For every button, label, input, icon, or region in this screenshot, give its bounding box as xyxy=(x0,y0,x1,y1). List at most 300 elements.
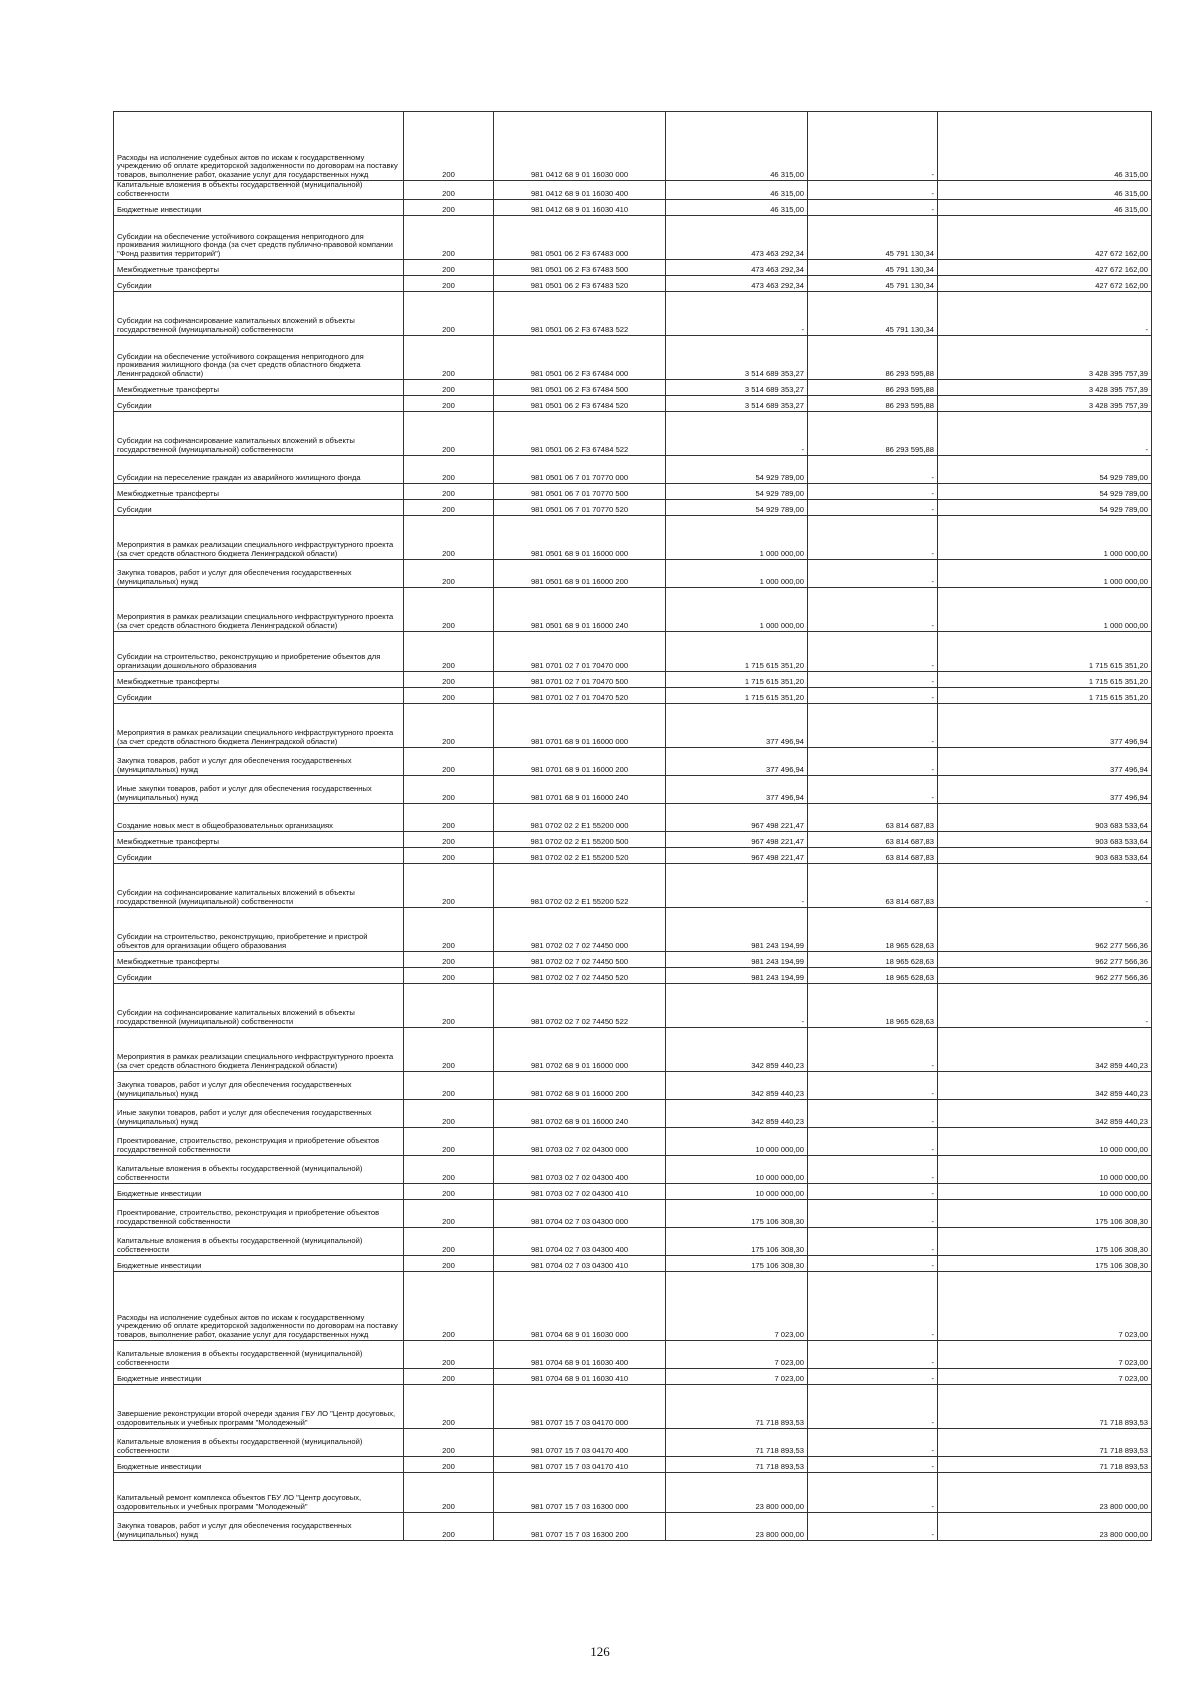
row-other: 1 715 615 351,20 xyxy=(938,688,1152,704)
row-name: Иные закупки товаров, работ и услуг для обеспечения государственных (муниципальных) нужд xyxy=(114,1100,404,1128)
row-code: 981 0701 68 9 01 16000 200 xyxy=(494,748,666,776)
row-name: Мероприятия в рамках реализации специального инфраструктурного проекта (за счет средств областного бюджета Ленинградской области) xyxy=(114,704,404,748)
row-total: 473 463 292,34 xyxy=(666,216,808,260)
row-admin: 200 xyxy=(404,1369,494,1385)
row-name: Закупка товаров, работ и услуг для обеспечения государственных (муниципальных) нужд xyxy=(114,1513,404,1541)
row-other: 427 672 162,00 xyxy=(938,216,1152,260)
row-code: 981 0702 02 2 E1 55200 500 xyxy=(494,832,666,848)
row-name: Субсидии xyxy=(114,276,404,292)
row-name: Межбюджетные трансферты xyxy=(114,380,404,396)
row-code: 981 0501 68 9 01 16000 200 xyxy=(494,560,666,588)
row-code: 981 0701 02 7 01 70470 000 xyxy=(494,632,666,672)
row-federal: - xyxy=(808,1156,938,1184)
row-name: Капитальные вложения в объекты государственной (муниципальной) собственности xyxy=(114,1156,404,1184)
row-name: Капитальный ремонт комплекса объектов ГБУ ЛО "Центр досуговых, оздоровительных и учебных программ "Молодежный" xyxy=(114,1473,404,1513)
row-code: 981 0702 02 2 E1 55200 522 xyxy=(494,864,666,908)
row-name: Расходы на исполнение судебных актов по искам к государственному учреждению об оплате кредиторской задолженности по договорам на поставку товаров, выполнение работ, оказание услуг для государственных нужд xyxy=(114,112,404,181)
row-code: 981 0501 68 9 01 16000 000 xyxy=(494,516,666,560)
table-row xyxy=(114,776,1152,804)
row-total: 342 859 440,23 xyxy=(666,1100,808,1128)
row-admin: 200 xyxy=(404,276,494,292)
table-row xyxy=(114,748,1152,776)
row-federal: - xyxy=(808,1385,938,1429)
row-federal: - xyxy=(808,1028,938,1072)
table-row xyxy=(114,216,1152,260)
row-name: Закупка товаров, работ и услуг для обеспечения государственных (муниципальных) нужд xyxy=(114,748,404,776)
row-federal: - xyxy=(808,688,938,704)
row-admin: 200 xyxy=(404,1341,494,1369)
row-other: 962 277 566,36 xyxy=(938,968,1152,984)
row-name: Капитальные вложения в объекты государственной (муниципальной) собственности xyxy=(114,1341,404,1369)
table-row xyxy=(114,1457,1152,1473)
row-federal: 86 293 595,88 xyxy=(808,336,938,380)
row-other: 903 683 533,64 xyxy=(938,832,1152,848)
row-other: 175 106 308,30 xyxy=(938,1228,1152,1256)
row-other: - xyxy=(938,984,1152,1028)
row-name: Капитальные вложения в объекты государственной (муниципальной) собственности xyxy=(114,1429,404,1457)
row-name: Расходы на исполнение судебных актов по искам к государственному учреждению об оплате кредиторской задолженности по договорам на поставку товаров, выполнение работ, оказание услуг для государственных нужд xyxy=(114,1272,404,1341)
row-federal: 86 293 595,88 xyxy=(808,396,938,412)
row-admin: 200 xyxy=(404,292,494,336)
row-name: Субсидии xyxy=(114,968,404,984)
row-name: Бюджетные инвестиции xyxy=(114,1256,404,1272)
row-other: 3 428 395 757,39 xyxy=(938,380,1152,396)
row-other: 377 496,94 xyxy=(938,776,1152,804)
row-code: 981 0412 68 9 01 16030 400 xyxy=(494,181,666,200)
row-total: 23 800 000,00 xyxy=(666,1513,808,1541)
row-other: 71 718 893,53 xyxy=(938,1385,1152,1429)
table-row xyxy=(114,260,1152,276)
row-total: 175 106 308,30 xyxy=(666,1256,808,1272)
row-name: Закупка товаров, работ и услуг для обеспечения государственных (муниципальных) нужд xyxy=(114,560,404,588)
table-row xyxy=(114,1228,1152,1256)
row-name: Субсидии на обеспечение устойчивого сокращения непригодного для проживания жилищного фонда (за счет средств публично-правовой компании "Фонд развития территорий") xyxy=(114,216,404,260)
row-federal: - xyxy=(808,748,938,776)
row-admin: 200 xyxy=(404,704,494,748)
row-total: 71 718 893,53 xyxy=(666,1385,808,1429)
row-total: - xyxy=(666,864,808,908)
row-admin: 200 xyxy=(404,1473,494,1513)
row-total: 377 496,94 xyxy=(666,704,808,748)
row-name: Создание новых мест в общеобразовательных организациях xyxy=(114,804,404,832)
row-admin: 200 xyxy=(404,984,494,1028)
row-admin: 200 xyxy=(404,1200,494,1228)
row-total: 473 463 292,34 xyxy=(666,260,808,276)
row-other: 342 859 440,23 xyxy=(938,1100,1152,1128)
row-code: 981 0707 15 7 03 16300 200 xyxy=(494,1513,666,1541)
table-row xyxy=(114,968,1152,984)
row-other: 1 715 615 351,20 xyxy=(938,672,1152,688)
row-total: 71 718 893,53 xyxy=(666,1457,808,1473)
row-other: 3 428 395 757,39 xyxy=(938,336,1152,380)
row-other: - xyxy=(938,864,1152,908)
table-row xyxy=(114,952,1152,968)
row-code: 981 0501 06 2 F3 67484 500 xyxy=(494,380,666,396)
table-row xyxy=(114,704,1152,748)
table-row xyxy=(114,1200,1152,1228)
row-admin: 200 xyxy=(404,500,494,516)
row-code: 981 0707 15 7 03 04170 400 xyxy=(494,1429,666,1457)
table-row xyxy=(114,1184,1152,1200)
row-other: 175 106 308,30 xyxy=(938,1200,1152,1228)
table-row xyxy=(114,832,1152,848)
row-name: Межбюджетные трансферты xyxy=(114,484,404,500)
table-row xyxy=(114,1100,1152,1128)
row-name: Капитальные вложения в объекты государственной (муниципальной) собственности xyxy=(114,1228,404,1256)
row-total: 967 498 221,47 xyxy=(666,848,808,864)
table-row xyxy=(114,181,1152,200)
row-federal: 18 965 628,63 xyxy=(808,908,938,952)
row-federal: 18 965 628,63 xyxy=(808,952,938,968)
row-admin: 200 xyxy=(404,1256,494,1272)
row-federal: - xyxy=(808,1228,938,1256)
table-row xyxy=(114,1513,1152,1541)
row-other: 71 718 893,53 xyxy=(938,1429,1152,1457)
row-other: 7 023,00 xyxy=(938,1369,1152,1385)
row-code: 981 0707 15 7 03 16300 000 xyxy=(494,1473,666,1513)
row-other: 342 859 440,23 xyxy=(938,1072,1152,1100)
row-code: 981 0702 68 9 01 16000 240 xyxy=(494,1100,666,1128)
row-admin: 200 xyxy=(404,456,494,484)
row-other: 962 277 566,36 xyxy=(938,952,1152,968)
row-name: Субсидии на софинансирование капитальных вложений в объекты государственной (муниципальной) собственности xyxy=(114,984,404,1028)
row-name: Иные закупки товаров, работ и услуг для обеспечения государственных (муниципальных) нужд xyxy=(114,776,404,804)
row-code: 981 0703 02 7 02 04300 410 xyxy=(494,1184,666,1200)
row-federal: - xyxy=(808,588,938,632)
row-admin: 200 xyxy=(404,832,494,848)
table-row xyxy=(114,560,1152,588)
table-row xyxy=(114,292,1152,336)
row-total: 7 023,00 xyxy=(666,1272,808,1341)
row-federal: 45 791 130,34 xyxy=(808,216,938,260)
row-total: - xyxy=(666,412,808,456)
table-row xyxy=(114,1385,1152,1429)
row-federal: 45 791 130,34 xyxy=(808,276,938,292)
row-total: 10 000 000,00 xyxy=(666,1128,808,1156)
row-name: Субсидии на строительство, реконструкцию, приобретение и пристрой объектов для организации общего образования xyxy=(114,908,404,952)
row-federal: 86 293 595,88 xyxy=(808,380,938,396)
row-total: 1 715 615 351,20 xyxy=(666,632,808,672)
row-federal: - xyxy=(808,1200,938,1228)
row-federal: - xyxy=(808,1341,938,1369)
row-code: 981 0702 02 7 02 74450 000 xyxy=(494,908,666,952)
row-other: - xyxy=(938,412,1152,456)
row-name: Бюджетные инвестиции xyxy=(114,200,404,216)
row-total: 23 800 000,00 xyxy=(666,1473,808,1513)
row-federal: 63 814 687,83 xyxy=(808,832,938,848)
row-other: 46 315,00 xyxy=(938,112,1152,181)
row-federal: - xyxy=(808,484,938,500)
row-total: 175 106 308,30 xyxy=(666,1200,808,1228)
table-body xyxy=(114,112,1152,1541)
row-other: 46 315,00 xyxy=(938,181,1152,200)
row-code: 981 0501 06 2 F3 67483 000 xyxy=(494,216,666,260)
row-code: 981 0702 02 7 02 74450 522 xyxy=(494,984,666,1028)
row-federal: 63 814 687,83 xyxy=(808,804,938,832)
row-federal: - xyxy=(808,1473,938,1513)
row-name: Завершение реконструкции второй очереди здания ГБУ ЛО "Центр досуговых, оздоровительных и учебных программ "Молодежный" xyxy=(114,1385,404,1429)
row-name: Мероприятия в рамках реализации специального инфраструктурного проекта (за счет средств областного бюджета Ленинградской области) xyxy=(114,1028,404,1072)
row-total: 1 715 615 351,20 xyxy=(666,672,808,688)
row-name: Субсидии xyxy=(114,688,404,704)
row-name: Мероприятия в рамках реализации специального инфраструктурного проекта (за счет средств областного бюджета Ленинградской области) xyxy=(114,588,404,632)
row-admin: 200 xyxy=(404,380,494,396)
row-code: 981 0702 02 7 02 74450 500 xyxy=(494,952,666,968)
row-total: 175 106 308,30 xyxy=(666,1228,808,1256)
row-other: 54 929 789,00 xyxy=(938,456,1152,484)
row-code: 981 0501 06 2 F3 67483 520 xyxy=(494,276,666,292)
row-admin: 200 xyxy=(404,632,494,672)
table-row xyxy=(114,1128,1152,1156)
row-code: 981 0703 02 7 02 04300 000 xyxy=(494,1128,666,1156)
row-total: 7 023,00 xyxy=(666,1341,808,1369)
row-code: 981 0701 02 7 01 70470 500 xyxy=(494,672,666,688)
row-code: 981 0703 02 7 02 04300 400 xyxy=(494,1156,666,1184)
table-row xyxy=(114,848,1152,864)
row-other: 903 683 533,64 xyxy=(938,804,1152,832)
row-admin: 200 xyxy=(404,336,494,380)
row-other: 427 672 162,00 xyxy=(938,260,1152,276)
table-row xyxy=(114,1272,1152,1341)
row-other: 175 106 308,30 xyxy=(938,1256,1152,1272)
row-admin: 200 xyxy=(404,1272,494,1341)
row-federal: - xyxy=(808,632,938,672)
row-admin: 200 xyxy=(404,968,494,984)
table-row xyxy=(114,688,1152,704)
row-admin: 200 xyxy=(404,260,494,276)
row-code: 981 0701 02 7 01 70470 520 xyxy=(494,688,666,704)
row-federal: - xyxy=(808,500,938,516)
row-name: Субсидии xyxy=(114,848,404,864)
row-total: 10 000 000,00 xyxy=(666,1156,808,1184)
row-total: 3 514 689 353,27 xyxy=(666,380,808,396)
row-federal: - xyxy=(808,1457,938,1473)
row-admin: 200 xyxy=(404,864,494,908)
table-row xyxy=(114,672,1152,688)
row-other: 54 929 789,00 xyxy=(938,500,1152,516)
row-federal: - xyxy=(808,181,938,200)
row-admin: 200 xyxy=(404,1385,494,1429)
row-total: 71 718 893,53 xyxy=(666,1429,808,1457)
row-total: 967 498 221,47 xyxy=(666,832,808,848)
row-federal: - xyxy=(808,1272,938,1341)
table-row xyxy=(114,456,1152,484)
table-row xyxy=(114,804,1152,832)
row-total: 981 243 194,99 xyxy=(666,968,808,984)
row-code: 981 0704 68 9 01 16030 410 xyxy=(494,1369,666,1385)
row-total: 46 315,00 xyxy=(666,181,808,200)
row-other: 962 277 566,36 xyxy=(938,908,1152,952)
row-name: Субсидии на переселение граждан из аварийного жилищного фонда xyxy=(114,456,404,484)
row-federal: - xyxy=(808,456,938,484)
row-name: Межбюджетные трансферты xyxy=(114,832,404,848)
row-admin: 200 xyxy=(404,396,494,412)
row-admin: 200 xyxy=(404,181,494,200)
table-row xyxy=(114,200,1152,216)
row-admin: 200 xyxy=(404,952,494,968)
row-name: Бюджетные инвестиции xyxy=(114,1184,404,1200)
page-number: 126 xyxy=(590,1644,610,1659)
row-code: 981 0501 06 2 F3 67483 522 xyxy=(494,292,666,336)
row-admin: 200 xyxy=(404,1028,494,1072)
row-code: 981 0501 06 7 01 70770 520 xyxy=(494,500,666,516)
row-admin: 200 xyxy=(404,516,494,560)
row-federal: 45 791 130,34 xyxy=(808,292,938,336)
row-other: 10 000 000,00 xyxy=(938,1128,1152,1156)
row-total: 46 315,00 xyxy=(666,200,808,216)
row-admin: 200 xyxy=(404,748,494,776)
row-admin: 200 xyxy=(404,1457,494,1473)
row-name: Закупка товаров, работ и услуг для обеспечения государственных (муниципальных) нужд xyxy=(114,1072,404,1100)
row-admin: 200 xyxy=(404,908,494,952)
row-code: 981 0704 68 9 01 16030 000 xyxy=(494,1272,666,1341)
row-total: 1 715 615 351,20 xyxy=(666,688,808,704)
row-name: Субсидии xyxy=(114,396,404,412)
row-name: Проектирование, строительство, реконструкция и приобретение объектов государственной собственности xyxy=(114,1200,404,1228)
row-code: 981 0501 06 2 F3 67484 000 xyxy=(494,336,666,380)
row-admin: 200 xyxy=(404,776,494,804)
row-code: 981 0701 68 9 01 16000 000 xyxy=(494,704,666,748)
row-code: 981 0702 02 7 02 74450 520 xyxy=(494,968,666,984)
row-federal: - xyxy=(808,1128,938,1156)
row-other: 427 672 162,00 xyxy=(938,276,1152,292)
row-code: 981 0501 06 2 F3 67483 500 xyxy=(494,260,666,276)
row-total: - xyxy=(666,292,808,336)
table-row xyxy=(114,276,1152,292)
row-admin: 200 xyxy=(404,1072,494,1100)
row-code: 981 0704 02 7 03 04300 000 xyxy=(494,1200,666,1228)
table-row xyxy=(114,1156,1152,1184)
row-name: Межбюджетные трансферты xyxy=(114,672,404,688)
table-row xyxy=(114,1256,1152,1272)
table-row xyxy=(114,1369,1152,1385)
row-other: 10 000 000,00 xyxy=(938,1184,1152,1200)
row-total: 7 023,00 xyxy=(666,1369,808,1385)
row-other: 1 000 000,00 xyxy=(938,516,1152,560)
row-code: 981 0501 06 7 01 70770 000 xyxy=(494,456,666,484)
row-admin: 200 xyxy=(404,560,494,588)
row-total: 981 243 194,99 xyxy=(666,908,808,952)
row-federal: - xyxy=(808,1072,938,1100)
row-federal: - xyxy=(808,200,938,216)
table-row xyxy=(114,1473,1152,1513)
table-row xyxy=(114,500,1152,516)
row-total: - xyxy=(666,984,808,1028)
row-total: 3 514 689 353,27 xyxy=(666,336,808,380)
row-other: 342 859 440,23 xyxy=(938,1028,1152,1072)
row-total: 1 000 000,00 xyxy=(666,588,808,632)
row-admin: 200 xyxy=(404,848,494,864)
row-federal: 63 814 687,83 xyxy=(808,864,938,908)
row-admin: 200 xyxy=(404,804,494,832)
row-admin: 200 xyxy=(404,1429,494,1457)
row-admin: 200 xyxy=(404,1228,494,1256)
row-other: 377 496,94 xyxy=(938,748,1152,776)
row-admin: 200 xyxy=(404,688,494,704)
table-row xyxy=(114,908,1152,952)
row-name: Межбюджетные трансферты xyxy=(114,952,404,968)
row-federal: - xyxy=(808,672,938,688)
row-code: 981 0702 02 2 E1 55200 520 xyxy=(494,848,666,864)
row-other: 23 800 000,00 xyxy=(938,1513,1152,1541)
row-name: Межбюджетные трансферты xyxy=(114,260,404,276)
row-name: Проектирование, строительство, реконструкция и приобретение объектов государственной собственности xyxy=(114,1128,404,1156)
row-name: Бюджетные инвестиции xyxy=(114,1369,404,1385)
row-admin: 200 xyxy=(404,672,494,688)
row-other: 71 718 893,53 xyxy=(938,1457,1152,1473)
row-name: Субсидии на софинансирование капитальных вложений в объекты государственной (муниципальной) собственности xyxy=(114,412,404,456)
row-federal: - xyxy=(808,1369,938,1385)
row-admin: 200 xyxy=(404,112,494,181)
row-code: 981 0501 06 7 01 70770 500 xyxy=(494,484,666,500)
row-federal: 18 965 628,63 xyxy=(808,984,938,1028)
table-row xyxy=(114,112,1152,181)
row-other: 7 023,00 xyxy=(938,1272,1152,1341)
row-federal: - xyxy=(808,776,938,804)
row-admin: 200 xyxy=(404,1128,494,1156)
row-code: 981 0702 02 2 E1 55200 000 xyxy=(494,804,666,832)
row-code: 981 0501 06 2 F3 67484 522 xyxy=(494,412,666,456)
row-other: 23 800 000,00 xyxy=(938,1473,1152,1513)
row-admin: 200 xyxy=(404,1156,494,1184)
row-name: Субсидии xyxy=(114,500,404,516)
row-total: 3 514 689 353,27 xyxy=(666,396,808,412)
row-code: 981 0707 15 7 03 04170 410 xyxy=(494,1457,666,1473)
table-row xyxy=(114,632,1152,672)
row-federal: 63 814 687,83 xyxy=(808,848,938,864)
row-total: 54 929 789,00 xyxy=(666,500,808,516)
row-other: 1 715 615 351,20 xyxy=(938,632,1152,672)
row-other: 903 683 533,64 xyxy=(938,848,1152,864)
row-code: 981 0702 68 9 01 16000 000 xyxy=(494,1028,666,1072)
row-federal: - xyxy=(808,516,938,560)
row-code: 981 0704 02 7 03 04300 410 xyxy=(494,1256,666,1272)
row-code: 981 0701 68 9 01 16000 240 xyxy=(494,776,666,804)
table-row xyxy=(114,984,1152,1028)
budget-table xyxy=(113,111,1152,1541)
row-federal: 18 965 628,63 xyxy=(808,968,938,984)
row-federal: - xyxy=(808,1256,938,1272)
row-other: 7 023,00 xyxy=(938,1341,1152,1369)
table-row xyxy=(114,380,1152,396)
row-name: Субсидии на строительство, реконструкцию и приобретение объектов для организации дошкольного образования xyxy=(114,632,404,672)
row-name: Капитальные вложения в объекты государственной (муниципальной) собственности xyxy=(114,181,404,200)
row-other: 377 496,94 xyxy=(938,704,1152,748)
table-row xyxy=(114,516,1152,560)
row-code: 981 0707 15 7 03 04170 000 xyxy=(494,1385,666,1429)
table-row xyxy=(114,864,1152,908)
row-code: 981 0412 68 9 01 16030 410 xyxy=(494,200,666,216)
row-name: Мероприятия в рамках реализации специального инфраструктурного проекта (за счет средств областного бюджета Ленинградской области) xyxy=(114,516,404,560)
table-row xyxy=(114,484,1152,500)
row-admin: 200 xyxy=(404,588,494,632)
row-total: 377 496,94 xyxy=(666,776,808,804)
row-name: Бюджетные инвестиции xyxy=(114,1457,404,1473)
row-code: 981 0704 68 9 01 16030 400 xyxy=(494,1341,666,1369)
row-federal: - xyxy=(808,1513,938,1541)
row-admin: 200 xyxy=(404,216,494,260)
table-row xyxy=(114,396,1152,412)
row-federal: - xyxy=(808,1100,938,1128)
row-federal: - xyxy=(808,704,938,748)
row-total: 967 498 221,47 xyxy=(666,804,808,832)
row-name: Субсидии на софинансирование капитальных вложений в объекты государственной (муниципальной) собственности xyxy=(114,864,404,908)
row-total: 1 000 000,00 xyxy=(666,560,808,588)
row-total: 981 243 194,99 xyxy=(666,952,808,968)
row-total: 10 000 000,00 xyxy=(666,1184,808,1200)
row-admin: 200 xyxy=(404,412,494,456)
row-total: 377 496,94 xyxy=(666,748,808,776)
